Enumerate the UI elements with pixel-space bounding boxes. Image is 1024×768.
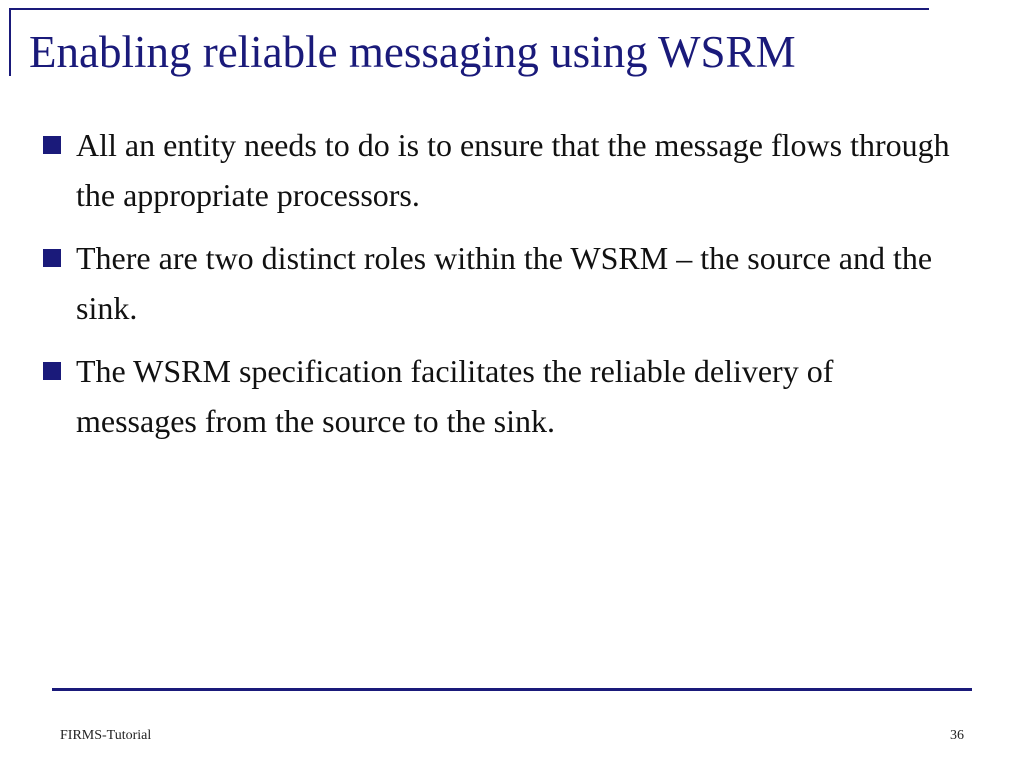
bullet-text: There are two distinct roles within the WSRM – the source and the sink. (76, 240, 933, 326)
page-number: 36 (950, 728, 964, 743)
square-bullet-icon (43, 362, 61, 380)
footer-label: FIRMS-Tutorial (60, 728, 152, 743)
bullet-item (40, 346, 950, 446)
footer-rule (52, 688, 972, 691)
bullet-text: The WSRM specification facilitates the reliable delivery of messages from the source to the sink. (76, 353, 834, 439)
square-bullet-icon (43, 136, 61, 154)
bullet-list (40, 120, 950, 459)
slide-title: Enabling reliable messaging using WSRM (29, 27, 796, 77)
bullet-text: All an entity needs to do is to ensure that the message flows through the appropriate processors. (76, 127, 950, 213)
bullet-item (40, 233, 950, 333)
bullet-item (40, 120, 950, 220)
square-bullet-icon (43, 249, 61, 267)
title-frame-top-rule (9, 8, 929, 10)
title-frame-left-rule (9, 8, 11, 76)
